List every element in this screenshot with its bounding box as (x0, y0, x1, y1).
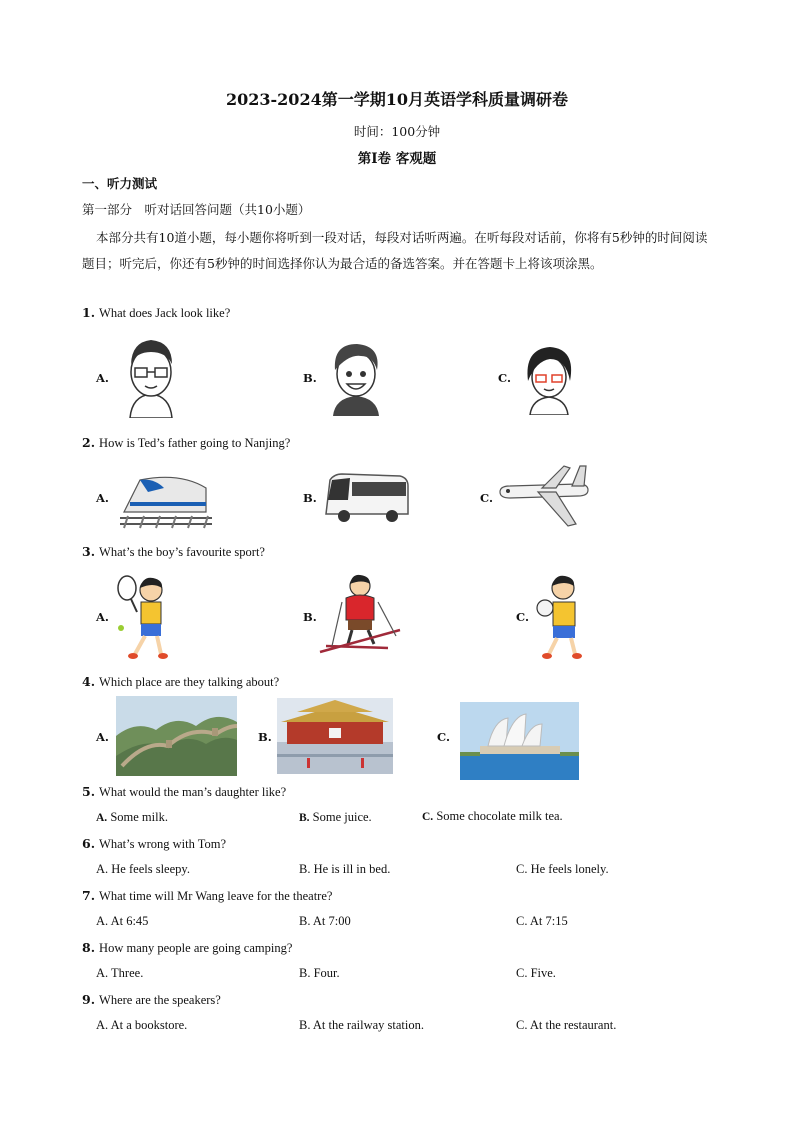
answer-option: B. At 7:00 (299, 914, 351, 928)
option-label: C. (437, 730, 450, 744)
option-label: A. (96, 491, 109, 505)
option-label: A. (96, 371, 109, 385)
exam-time: 时间：100分钟 (353, 124, 441, 139)
question-text: What time will Mr Wang leave for the theatre? (99, 889, 333, 903)
question-2 (82, 435, 290, 451)
option-label: A. (96, 610, 109, 624)
option-label: A. (96, 812, 108, 824)
question-number: 1. (82, 305, 96, 320)
question-number: 6. (82, 836, 96, 851)
question-text: Which place are they talking about? (99, 675, 280, 689)
airplane-picture (498, 462, 590, 530)
option-text: Some juice. (312, 810, 372, 824)
option-label: B. (303, 371, 317, 385)
sydney-opera-house-picture (460, 702, 579, 780)
question-number: 5. (82, 784, 96, 799)
girl-with-glasses-picture (520, 345, 578, 415)
answer-option: C. At the restaurant. (516, 1018, 617, 1032)
answer-option: A. At 6:45 (96, 914, 149, 928)
smiling-boy-picture (327, 340, 385, 416)
page-title: 2023-2024第一学期10月英语学科质量调研卷 (226, 90, 568, 109)
option-label: C. (422, 811, 434, 823)
coach-bus-picture (322, 470, 410, 524)
tiananmen-picture (277, 698, 393, 774)
part-title: 第Ⅰ卷 客观题 (357, 151, 437, 167)
option-label: B. (303, 491, 317, 505)
question-text: What’s wrong with Tom? (99, 837, 227, 851)
option-text: Some milk. (110, 810, 168, 824)
answer-option (422, 809, 563, 824)
boy-playing-volleyball-picture (535, 572, 583, 660)
option-label: C. (498, 371, 511, 385)
answer-option (299, 810, 372, 825)
option-label: B. (258, 730, 272, 744)
question-number: 3. (82, 544, 96, 559)
question-number: 2. (82, 435, 96, 450)
question-text: What would the man’s daughter like? (99, 785, 287, 799)
question-8 (82, 940, 292, 956)
question-text: Where are the speakers? (99, 993, 221, 1007)
question-number: 8. (82, 940, 96, 955)
option-label: C. (480, 491, 493, 505)
question-text: How many people are going camping? (99, 941, 293, 955)
answer-option: C. He feels lonely. (516, 862, 609, 876)
boy-playing-tennis-picture (113, 572, 173, 660)
great-wall-picture (116, 696, 237, 776)
section-subheading: 第一部分 听对话回答问题（共10小题） (82, 202, 311, 217)
boy-with-glasses-picture (122, 334, 180, 418)
question-number: 7. (82, 888, 96, 903)
question-9 (82, 992, 221, 1008)
answer-option: B. He is ill in bed. (299, 862, 391, 876)
question-6 (82, 836, 226, 852)
boy-skiing-picture (318, 572, 402, 656)
question-5 (82, 784, 286, 800)
question-4 (82, 674, 279, 690)
answer-option: A. He feels sleepy. (96, 862, 190, 876)
answer-option (96, 810, 168, 825)
high-speed-train-picture (120, 466, 212, 530)
option-text: Some chocolate milk tea. (436, 809, 563, 823)
question-text: What does Jack look like? (99, 306, 231, 320)
question-text: How is Ted’s father going to Nanjing? (99, 436, 291, 450)
question-3 (82, 544, 265, 560)
section-heading: 一、听力测试 (82, 176, 158, 191)
answer-option: B. Four. (299, 966, 340, 980)
answer-option: A. At a bookstore. (96, 1018, 188, 1032)
question-7 (82, 888, 332, 904)
option-label: A. (96, 730, 109, 744)
question-text: What’s the boy’s favourite sport? (99, 545, 265, 559)
option-label: B. (299, 812, 310, 824)
answer-option: B. At the railway station. (299, 1018, 424, 1032)
option-label: C. (516, 610, 529, 624)
answer-option: C. Five. (516, 966, 556, 980)
question-1 (82, 305, 230, 321)
question-number: 4. (82, 674, 96, 689)
answer-option: A. Three. (96, 966, 144, 980)
option-label: B. (303, 610, 317, 624)
answer-option: C. At 7:15 (516, 914, 568, 928)
question-number: 9. (82, 992, 96, 1007)
section-intro: 本部分共有10道小题，每小题你将听到一段对话，每段对话听两遍。在听每段对话前，你将有5秒钟的时间阅读题目；听完后，你还有5秒钟的时间选择你认为最合适的备选答案。并在答题卡上将该项涂黑。 (82, 230, 708, 271)
